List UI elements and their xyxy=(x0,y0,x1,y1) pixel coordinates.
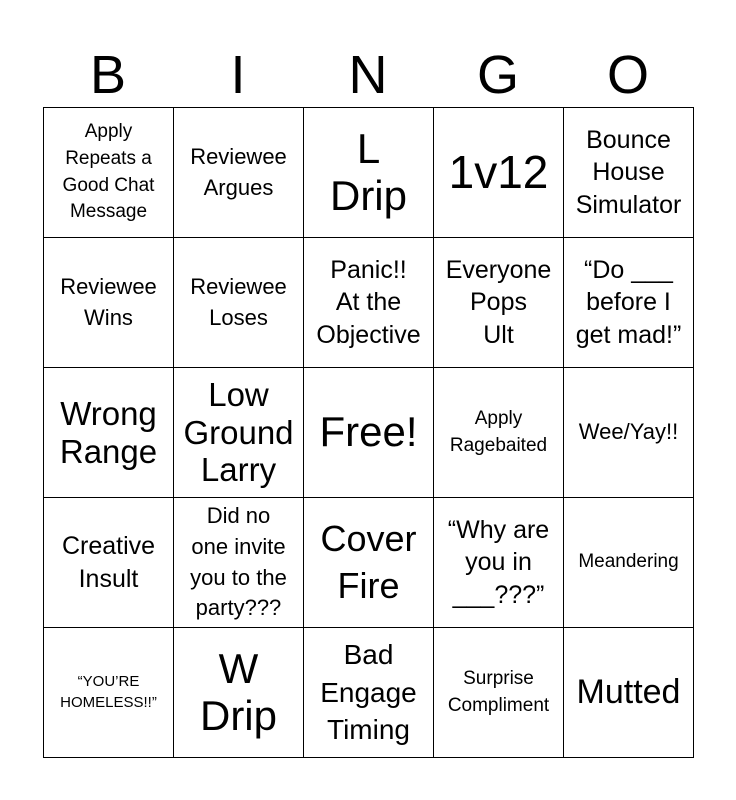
cell-text: Wrong Range xyxy=(59,394,158,470)
bingo-cell[interactable] xyxy=(304,498,434,628)
header-letter-o: O xyxy=(606,45,649,105)
bingo-cell[interactable] xyxy=(44,628,174,758)
cell-text: Reviewee Wins xyxy=(60,273,157,330)
header-letter-n: N xyxy=(348,45,388,105)
bingo-cell[interactable] xyxy=(44,498,174,628)
bingo-cell[interactable] xyxy=(564,238,694,368)
cell-text: L Drip xyxy=(329,125,407,219)
cell-text: Meandering xyxy=(578,551,679,573)
bingo-cell[interactable] xyxy=(174,238,304,368)
bingo-header xyxy=(43,44,693,106)
bingo-cell[interactable] xyxy=(174,368,304,498)
bingo-cell[interactable] xyxy=(434,238,564,368)
bingo-cell[interactable] xyxy=(564,108,694,238)
cell-text: Low Ground Larry xyxy=(183,375,294,489)
bingo-cell[interactable] xyxy=(434,368,564,498)
cell-text: Wee/Yay!! xyxy=(578,419,679,445)
cell-text: Reviewee Argues xyxy=(190,143,287,200)
cell-text: “Do ___ before I get mad!” xyxy=(575,255,682,349)
bingo-board xyxy=(43,107,694,758)
bingo-cell[interactable] xyxy=(304,628,434,758)
header-letter-i: I xyxy=(230,45,246,105)
bingo-cell[interactable] xyxy=(434,628,564,758)
cell-text: Reviewee Loses xyxy=(190,273,287,330)
bingo-cell[interactable] xyxy=(174,628,304,758)
cell-text: Bounce House Simulator xyxy=(575,125,682,219)
cell-text: W Drip xyxy=(199,645,277,739)
bingo-cell[interactable] xyxy=(44,238,174,368)
cell-text: Everyone Pops Ult xyxy=(445,255,552,349)
cell-text: Panic!! At the Objective xyxy=(316,255,421,349)
bingo-cell[interactable] xyxy=(44,108,174,238)
bingo-cell[interactable] xyxy=(174,108,304,238)
bingo-cell[interactable] xyxy=(434,108,564,238)
cell-text: “YOU’RE HOMELESS!!” xyxy=(60,673,157,711)
cell-text: Did no one invite you to the party??? xyxy=(190,502,287,621)
cell-text: Creative Insult xyxy=(61,532,156,593)
header-letter-b: B xyxy=(89,45,127,105)
bingo-cell[interactable] xyxy=(44,368,174,498)
cell-text: Surprise Compliment xyxy=(447,667,550,716)
header-letter-g: G xyxy=(476,45,519,105)
bingo-cell[interactable] xyxy=(174,498,304,628)
bingo-cell[interactable] xyxy=(564,628,694,758)
cell-text: Free! xyxy=(319,408,418,456)
bingo-cell free-space[interactable] xyxy=(304,368,434,498)
bingo-cell[interactable] xyxy=(434,498,564,628)
cell-text: Apply Repeats a Good Chat Message xyxy=(62,121,155,223)
cell-text: Bad Engage Timing xyxy=(320,638,417,746)
cell-text: Cover Fire xyxy=(320,517,417,606)
bingo-cell[interactable] xyxy=(564,498,694,628)
cell-text: “Why are you in ___???” xyxy=(447,515,550,609)
cell-text: 1v12 xyxy=(448,146,549,199)
bingo-cell[interactable] xyxy=(304,108,434,238)
bingo-cell[interactable] xyxy=(564,368,694,498)
cell-text: Mutted xyxy=(576,672,681,711)
bingo-cell[interactable] xyxy=(304,238,434,368)
cell-text: Apply Ragebaited xyxy=(449,407,548,456)
